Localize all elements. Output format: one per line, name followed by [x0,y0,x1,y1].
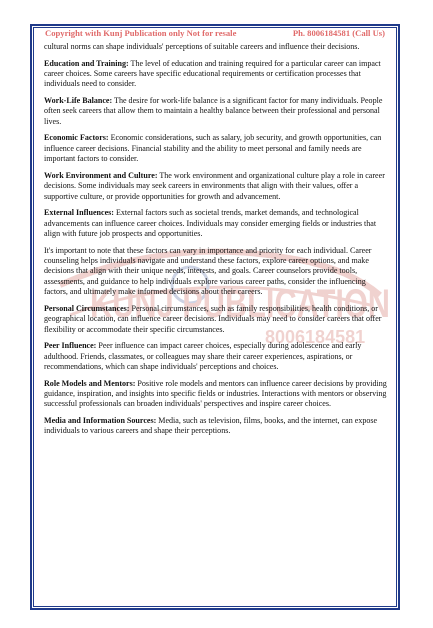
paragraph [44,208,388,239]
paragraph-text: Economic considerations, such as salary, job security, and growth opportunities, can influence career decisions. Financial stability and the ability to meet personal and family needs are important factors to consider. [44,133,382,164]
paragraph-term: Personal Circumstances: [44,303,130,313]
paragraph-term: Peer Influence: [44,341,97,351]
paragraph-text: It's important to note that these factors can vary in importance and priority for each individual. Career counseling helps individuals navigate and understand these factors, explore career options, and make decisions that align with their unique needs, interests, and goals. Career counselors provide tools, assessments, and guidance to help individuals explore various career paths, consider the influencing factors, and ultimately make informed decisions about their careers. [44,245,372,297]
paragraph-term: Media and Information Sources: [44,416,157,426]
copyright-header [45,28,385,38]
paragraph [44,96,388,127]
document-body [44,42,388,443]
paragraph-term: Work Environment and Culture: [44,170,158,180]
paragraph [44,42,388,52]
paragraph-term: Role Models and Mentors: [44,378,136,388]
paragraph [44,133,388,164]
paragraph-term: Education and Training: [44,58,129,68]
paragraph-term: Work-Life Balance: [44,96,113,105]
paragraph-term: External Influences: [44,208,114,218]
paragraph [44,304,388,335]
paragraph-text: Media, such as television, films, books, and the internet, can expose individuals to various careers and shape their perceptions. [44,416,378,436]
paragraph-term: Economic Factors: [44,133,109,143]
paragraph-text: Peer influence can impact career choices, especially during adolescence and early adulthood. Friends, classmates, or colleagues may share their career experiences, aspirations, or recommendations, which can shape individuals' perceptions and choices. [44,341,362,372]
paragraph [44,171,388,202]
paragraph [44,246,388,298]
paragraph-text: The level of education and training required for a particular career can impact career choices. Some careers have specific educational requirements or certification processes that individuals need to consider. [44,58,381,89]
paragraph [44,379,388,410]
watermark-phone: 8006184581 [265,327,366,347]
paragraph-text: Personal circumstances, such as family responsibilities, health conditions, or geographical location, can influence career decisions. Individuals may need to consider careers that offer flexibility or accommodate their specific circumstances. [44,303,382,334]
paragraph-text: The work environment and organizational culture play a role in career decisions. Some individuals may seek careers in environments that align with their values, offer a supportive culture, or provide opportunities for growth and advancement. [44,170,385,201]
copyright-notice: Copyright with Kunj Publication only Not for resale [45,28,237,38]
paragraph-text: Positive role models and mentors can influence career decisions by providing guidance, inspiration, and insights into specific fields or industries. Interactions with mentors or observing successful professionals can broaden individuals' perspectives and inspire career choices. [44,378,387,409]
phone-notice: Ph. 8006184581 (Call Us) [292,28,385,38]
watermark-brand: KUNJ PUBLICATION [90,282,390,326]
paragraph [44,416,388,437]
paragraph-text: cultural norms can shape individuals' perceptions of suitable careers and influence their decisions. [44,42,360,51]
paragraph [44,59,388,90]
paragraph-text: External factors such as societal trends, market demands, and technological advancements can influence career choices. Individuals may consider emerging fields or industries that align with future job prospects and opportunities. [44,208,377,239]
paragraph-text: The desire for work-life balance is a significant factor for many individuals. People often seek careers that allow them to maintain a healthy balance between their professional and personal lives. [44,96,383,126]
paragraph [44,341,388,372]
